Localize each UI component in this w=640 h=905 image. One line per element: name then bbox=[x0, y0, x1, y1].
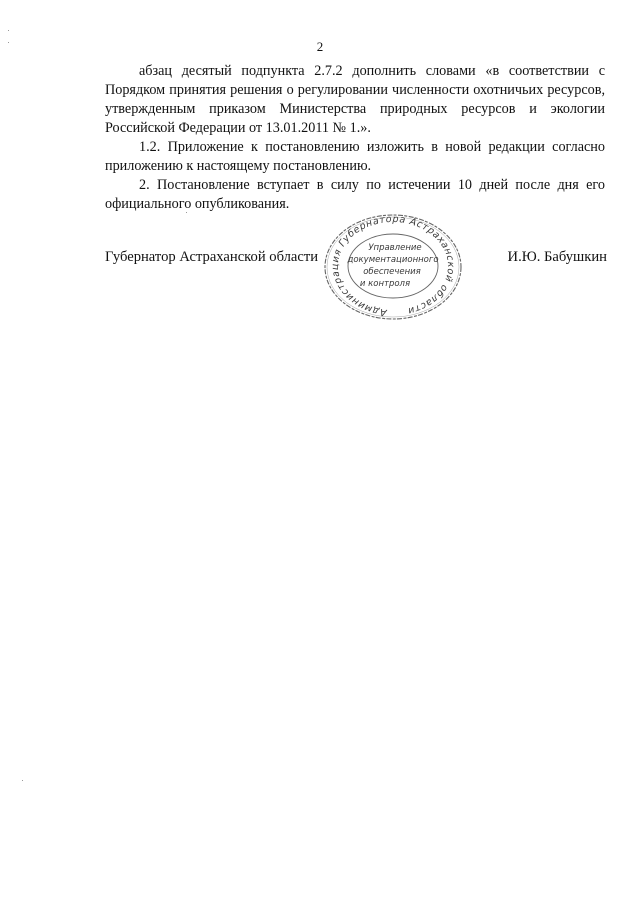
seal-inner-line-4: и контроля bbox=[359, 279, 411, 289]
seal-inner-line-3: обеспечения bbox=[363, 267, 421, 277]
seal-inner-line-2: документационного bbox=[347, 255, 439, 265]
scan-speck bbox=[22, 780, 23, 781]
paragraph-effective-date: 2. Постановление вступает в силу по истечении 10 дней после дня его официального опубликования. bbox=[105, 177, 605, 212]
official-seal-stamp bbox=[322, 212, 464, 322]
paragraph-amendment: абзац десятый подпункта 2.7.2 дополнить словами «в соответствии с Порядком принятия решения о регулировании численности охотничьих ресурсов, утвержденным приказом Министерства природных ресурсов и экологии Российской Федерации от 13.01.2011 № 1.». bbox=[105, 63, 605, 136]
scan-speck bbox=[8, 42, 9, 43]
signer-name: И.Ю. Бабушкин bbox=[507, 249, 607, 265]
page-number: 2 bbox=[316, 39, 324, 54]
seal-ring-text: Администрация Губернатора Астраханской области bbox=[329, 213, 457, 318]
scan-speck bbox=[186, 212, 187, 213]
document-body bbox=[105, 62, 605, 214]
seal-graphic bbox=[322, 212, 464, 322]
signer-position: Губернатор Астраханской области bbox=[105, 249, 319, 265]
scan-speck bbox=[8, 30, 9, 31]
seal-inner-line-1: Управление bbox=[368, 243, 422, 253]
paragraph-appendix: 1.2. Приложение к постановлению изложить в новой редакции согласно приложению к настоящему постановлению. bbox=[105, 139, 605, 174]
